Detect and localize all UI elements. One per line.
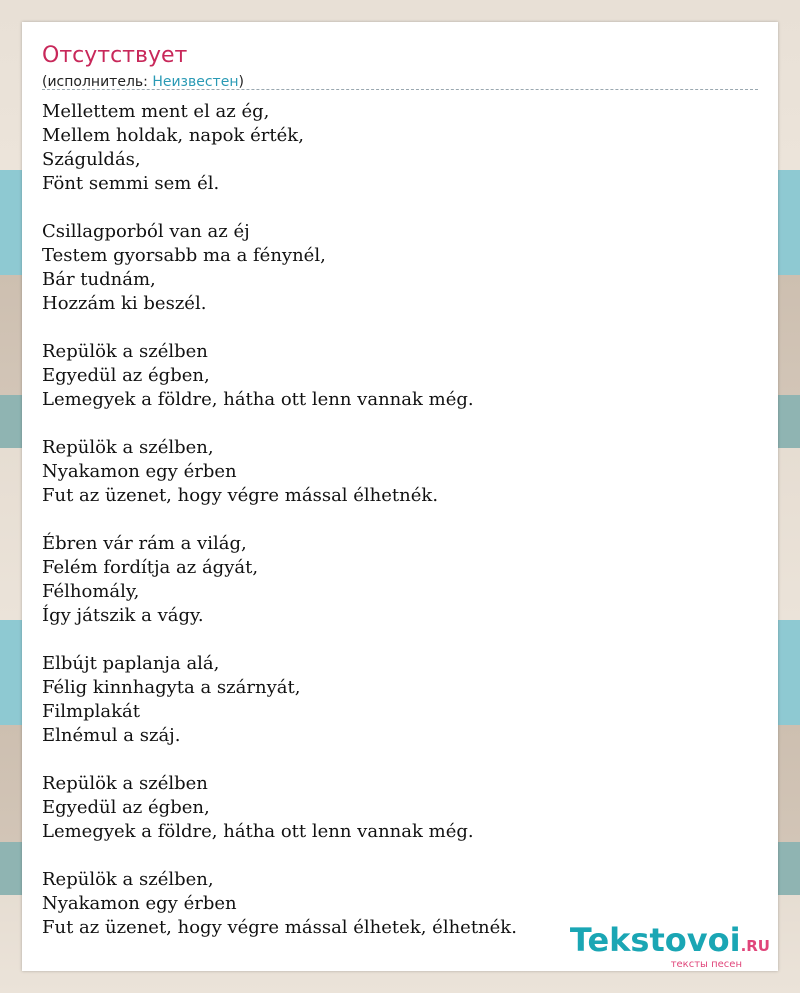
logo-name: Tekstovoi	[569, 921, 741, 959]
lyrics-stanza	[42, 772, 758, 844]
lyrics-line: Filmplakát	[42, 701, 140, 722]
lyrics-line: Fut az üzenet, hogy végre mással élhetek, élhetnék.	[42, 917, 517, 938]
lyrics-line: Lemegyek a földre, hátha ott lenn vannak még.	[42, 821, 474, 842]
song-header	[42, 42, 758, 92]
lyrics-stanza	[42, 436, 758, 508]
lyrics-card	[22, 22, 778, 971]
lyrics-line: Repülök a szélben	[42, 341, 208, 362]
lyrics-line: Mellettem ment el az ég,	[42, 101, 270, 122]
lyrics-text	[42, 100, 758, 940]
lyrics-line: Repülök a szélben,	[42, 437, 214, 458]
logo-tld: .RU	[740, 937, 770, 955]
lyrics-line: Bár tudnám,	[42, 269, 156, 290]
lyrics-line: Felém fordítja az ágyát,	[42, 557, 259, 578]
lyrics-line: Fönt semmi sem él.	[42, 173, 220, 194]
lyrics-line: Nyakamon egy érben	[42, 893, 237, 914]
performer-suffix: )	[238, 74, 244, 90]
lyrics-line: Elnémul a száj.	[42, 725, 181, 746]
header-divider	[42, 89, 758, 90]
lyrics-stanza	[42, 652, 758, 748]
artist-link[interactable]: Неизвестен	[152, 74, 239, 90]
lyrics-line: Lemegyek a földre, hátha ott lenn vannak még.	[42, 389, 474, 410]
lyrics-stanza	[42, 220, 758, 316]
song-title: Отсутствует	[42, 43, 188, 68]
site-logo[interactable]	[570, 923, 770, 971]
lyrics-line: Félhomály,	[42, 581, 140, 602]
lyrics-line: Csillagporból van az éj	[42, 221, 250, 242]
lyrics-line: Testem gyorsabb ma a fénynél,	[42, 245, 326, 266]
lyrics-line: Így játszik a vágy.	[42, 605, 204, 626]
lyrics-line: Nyakamon egy érben	[42, 461, 237, 482]
lyrics-line: Repülök a szélben	[42, 773, 208, 794]
lyrics-stanza	[42, 100, 758, 196]
lyrics-stanza	[42, 340, 758, 412]
performer-prefix: (исполнитель:	[42, 74, 153, 90]
lyrics-line: Elbújt paplanja alá,	[42, 653, 220, 674]
lyrics-line: Fut az üzenet, hogy végre mással élhetnék.	[42, 485, 439, 506]
lyrics-line: Repülök a szélben,	[42, 869, 214, 890]
lyrics-line: Száguldás,	[42, 149, 141, 170]
lyrics-line: Ébren vár rám a világ,	[42, 533, 247, 554]
logo-tagline: тексты песен	[670, 959, 742, 970]
lyrics-stanza	[42, 532, 758, 628]
lyrics-line: Egyedül az égben,	[42, 797, 210, 818]
lyrics-line: Félig kinnhagyta a szárnyát,	[42, 677, 301, 698]
logo-wordmark	[570, 923, 770, 963]
lyrics-line: Hozzám ki beszél.	[42, 293, 207, 314]
lyrics-line: Mellem holdak, napok érték,	[42, 125, 304, 146]
lyrics-line: Egyedül az égben,	[42, 365, 210, 386]
